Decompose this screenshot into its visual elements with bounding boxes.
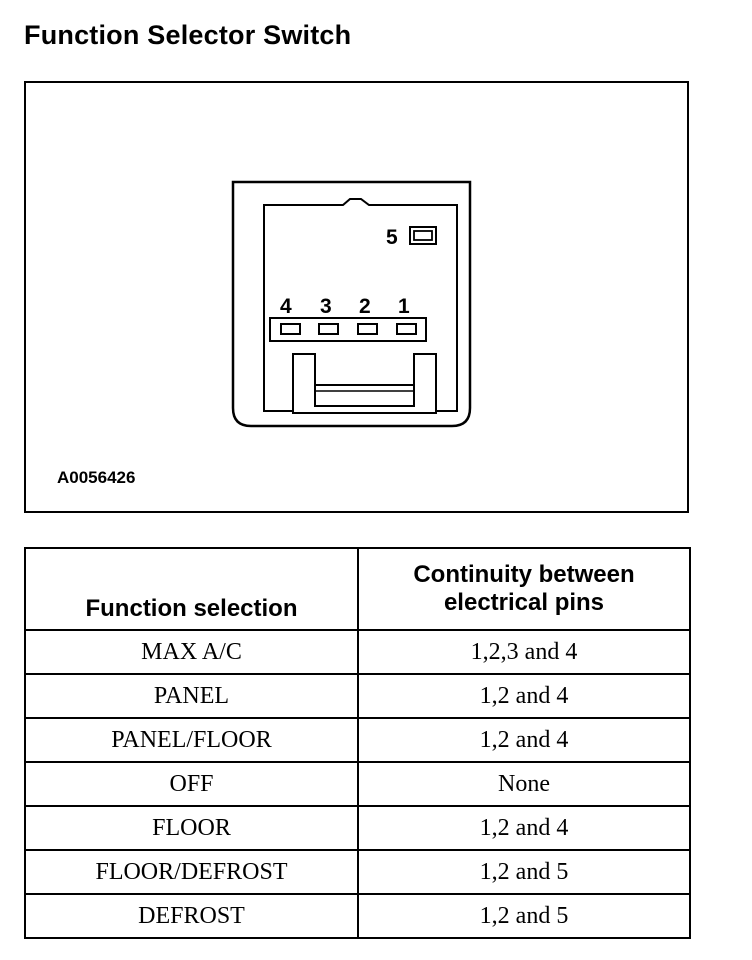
table-row xyxy=(25,806,690,850)
continuity-cell: 1,2 and 4 xyxy=(358,718,690,762)
connector-figure xyxy=(24,81,689,513)
function-cell: FLOOR/DEFROST xyxy=(25,850,358,894)
table-row xyxy=(25,630,690,674)
table-row xyxy=(25,674,690,718)
table-header-row xyxy=(25,548,690,630)
pin-5-terminal xyxy=(414,231,432,240)
pin-label-1: 1 xyxy=(398,295,410,318)
pin-label-3: 3 xyxy=(320,295,332,318)
header-function-selection: Function selection xyxy=(25,548,358,630)
header-continuity: Continuity between electrical pins xyxy=(358,548,690,630)
continuity-cell: None xyxy=(358,762,690,806)
continuity-cell: 1,2 and 4 xyxy=(358,806,690,850)
figure-id: A0056426 xyxy=(57,468,136,487)
function-cell: FLOOR xyxy=(25,806,358,850)
continuity-table xyxy=(24,547,691,939)
function-cell: PANEL/FLOOR xyxy=(25,718,358,762)
connector-latch xyxy=(293,354,436,413)
pin-label-5: 5 xyxy=(386,226,398,249)
function-cell: PANEL xyxy=(25,674,358,718)
function-cell: DEFROST xyxy=(25,894,358,938)
pin-label-2: 2 xyxy=(359,295,371,318)
pin-2-terminal xyxy=(358,324,377,334)
pin-label-4: 4 xyxy=(280,295,292,318)
continuity-cell: 1,2 and 4 xyxy=(358,674,690,718)
pin-3-terminal xyxy=(319,324,338,334)
continuity-cell: 1,2 and 5 xyxy=(358,850,690,894)
pin-4-terminal xyxy=(281,324,300,334)
function-cell: OFF xyxy=(25,762,358,806)
pin-1-terminal xyxy=(397,324,416,334)
continuity-cell: 1,2,3 and 4 xyxy=(358,630,690,674)
table-row xyxy=(25,894,690,938)
continuity-cell: 1,2 and 5 xyxy=(358,894,690,938)
table-row xyxy=(25,718,690,762)
page-title: Function Selector Switch xyxy=(24,20,352,50)
function-cell: MAX A/C xyxy=(25,630,358,674)
connector-diagram xyxy=(26,83,691,515)
table-row xyxy=(25,762,690,806)
table-row xyxy=(25,850,690,894)
